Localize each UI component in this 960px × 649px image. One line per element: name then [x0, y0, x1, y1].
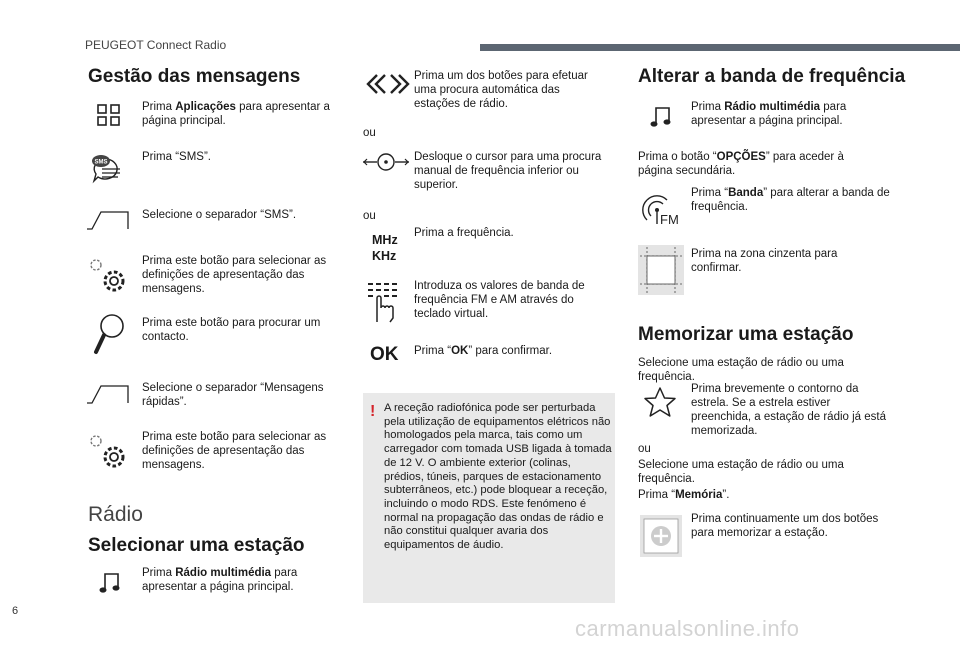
sms-icon — [90, 153, 126, 185]
fm-band-icon — [643, 196, 685, 228]
grey-zone-confirm-icon — [638, 245, 684, 295]
instruction-display-settings: Prima este botão para selecionar as definições de apresentação das mensagens. — [142, 255, 327, 295]
ok-button-icon: OK — [370, 344, 399, 365]
mhz-label: MHz — [372, 233, 398, 247]
heading-message-management: Gestão das mensagens — [88, 66, 301, 87]
instruction-quick-messages-tab: Selecione o separador “Mensagens rápidas”. — [142, 382, 324, 408]
instruction-star: Prima brevemente o contorno da estrela. Se a estrela estiver preenchida, a estação de rádio já está memorizada. — [691, 383, 886, 437]
warning-exclamation-icon: ! — [370, 403, 376, 420]
star-outline-icon — [642, 386, 678, 418]
running-header: PEUGEOT Connect Radio — [85, 38, 227, 52]
instruction-band: Prima “Banda” para alterar a banda de frequência. — [691, 187, 890, 213]
or-text: ou — [363, 210, 376, 222]
instruction-press-frequency: Prima a frequência. — [414, 227, 514, 239]
page-number: 6 — [12, 605, 19, 617]
settings-gear-icon — [88, 256, 128, 296]
frequency-slider-icon — [363, 151, 409, 173]
tab-icon — [87, 210, 131, 232]
section-title-radio: Rádio — [88, 503, 143, 526]
search-magnifier-icon — [92, 312, 128, 356]
settings-gear-icon — [88, 432, 128, 472]
fm-label: FM — [660, 212, 679, 227]
instruction-sms: Prima “SMS”. — [142, 151, 211, 163]
instruction-auto-seek: Prima um dos botões para efetuar uma procura automática das estações de rádio. — [414, 70, 588, 110]
heading-store-station: Memorizar uma estação — [638, 324, 854, 345]
khz-label: KHz — [372, 249, 397, 263]
apps-grid-icon — [97, 104, 121, 126]
paragraph-select-station-2: Selecione uma estação de rádio ou uma frequência. — [638, 459, 844, 485]
instruction-search-contact: Prima este botão para procurar um contacto. — [142, 317, 321, 343]
watermark: carmanualsonline.info — [575, 616, 800, 641]
heading-select-station: Selecionar uma estação — [88, 535, 305, 556]
keypad-touch-icon — [368, 282, 402, 324]
or-text: ou — [638, 443, 651, 455]
warning-text: A receção radiofónica pode ser perturbada pela utilização de equipamentos elétricos não homologados pela marca, tais como um carregador com tomada USB ligada à tomada de 12 V. O ambiente exterior (colinas, prédios, túneis, parques de estacionamento subterrâneos, etc.) pode bloquear a receção, incluindo o modo RDS. Este fenómeno é normal na propagação das ondas de rádio e não constitui qualquer avaria dos equipamentos de áudio. — [384, 402, 612, 552]
or-text: ou — [363, 127, 376, 139]
mhz-khz-icon — [372, 232, 398, 264]
instruction-press-ok: Prima “OK” para confirmar. — [414, 345, 553, 357]
heading-change-band: Alterar a banda de frequência — [638, 66, 906, 87]
instruction-memorize: Prima continuamente um dos botões para memorizar a estação. — [691, 513, 879, 539]
tab-icon — [87, 384, 131, 406]
paragraph-select-station: Selecione uma estação de rádio ou uma frequência. — [638, 357, 844, 383]
music-note-icon — [99, 571, 121, 595]
add-preset-icon — [640, 515, 682, 557]
instruction-grey-zone: Prima na zona cinzenta para confirmar. — [691, 248, 838, 274]
paragraph-options: Prima o botão “OPÇÕES” para aceder à página secundária. — [638, 151, 844, 177]
header-bar — [480, 44, 960, 51]
instruction-display-settings-2: Prima este botão para selecionar as definições de apresentação das mensagens. — [142, 431, 327, 471]
paragraph-memory: Prima “Memória”. — [638, 489, 730, 501]
music-note-icon — [650, 105, 672, 129]
instruction-manual-tuning: Desloque o cursor para uma procura manual de frequência inferior ou superior. — [414, 151, 602, 191]
instruction-radio-multimedia: Prima Rádio multimédia para apresentar a página principal. — [142, 567, 298, 593]
instruction-sms-tab: Selecione o separador “SMS”. — [142, 209, 297, 221]
instruction-apps: Prima Aplicações para apresentar a página principal. — [142, 101, 330, 127]
seek-arrows-icon — [365, 73, 411, 95]
instruction-virtual-keyboard: Introduza os valores de banda de frequência FM e AM através do teclado virtual. — [414, 280, 585, 320]
instruction-radio-multimedia-2: Prima Rádio multimédia para apresentar a página principal. — [691, 101, 847, 127]
svg-text:SMS: SMS — [94, 159, 108, 166]
